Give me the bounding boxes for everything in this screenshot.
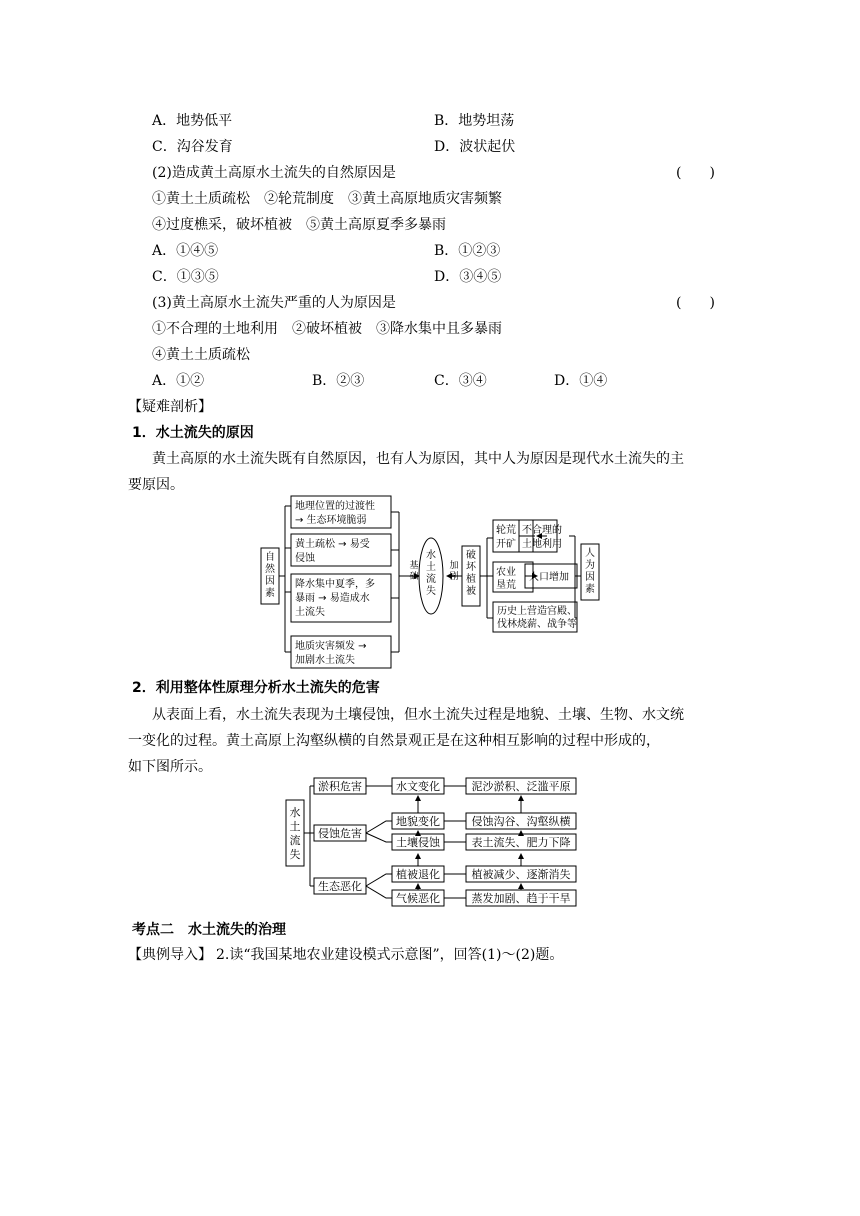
- q3-stem: (3)黄土高原水土流失严重的人为原因是: [152, 295, 396, 311]
- section-2-para-line-2: 一变化的过程。黄土高原上沟壑纵横的自然景观正是在这种相互影响的过程中形成的，: [128, 733, 660, 749]
- q3-option-d: D．①④: [554, 373, 608, 389]
- destroy-4: 被: [466, 586, 476, 597]
- q1-option-a: A．地势低平: [152, 113, 233, 129]
- q2-answer-paren: ( ): [676, 165, 715, 181]
- root-1: 水: [289, 806, 301, 819]
- section-2-para-line-1: 从表面上看，水土流失表现为土壤侵蚀，但水土流失过程是地貌、土壤、生物、水文统: [152, 707, 684, 723]
- effect-3: 表土流失、肥力下降: [471, 836, 571, 849]
- section-1-para-line-1: 黄土高原的水土流失既有自然原因，也有人为原因，其中人为原因是现代水土流失的主: [152, 451, 684, 467]
- box3-line2: 暴雨 → 易造成水: [295, 593, 370, 604]
- section-1-para-line-2: 要原因。: [128, 477, 184, 493]
- center-1: 水: [426, 550, 436, 561]
- q3-option-b: B．②③: [312, 373, 365, 389]
- q1-option-d: D．波状起伏: [434, 139, 516, 155]
- natural-label-1: 自: [265, 552, 275, 563]
- human-label-4: 素: [585, 584, 595, 595]
- q1-option-b: B．地势坦荡: [434, 113, 515, 129]
- effect-4: 植被减少、逐渐消失: [471, 868, 571, 881]
- q3-choice-line-2: ④黄土土质疏松: [152, 347, 250, 363]
- effect-5: 蒸发加剧、趋于干旱: [471, 892, 571, 905]
- hazard-siltation: 淤积危害: [318, 780, 362, 793]
- r2b: 人口增加: [529, 572, 569, 583]
- q3-answer-paren: ( ): [676, 295, 715, 311]
- natural-label-3: 因: [265, 576, 275, 587]
- basis-1: 基: [409, 561, 419, 571]
- q2-choice-line-2: ④过度樵采，破坏植被 ⑤黄土高原夏季多暴雨: [152, 217, 446, 233]
- r2a-line1: 农业: [496, 567, 516, 578]
- root-3: 流: [289, 834, 301, 847]
- box2-line2: 侵蚀: [295, 553, 315, 564]
- basis-2: 础: [409, 572, 419, 582]
- q3-option-a: A．①②: [152, 373, 205, 389]
- change-soil: 土壤侵蚀: [396, 836, 440, 849]
- r1a-line2: 开矿: [496, 539, 516, 550]
- q3-choice-line-1: ①不合理的土地利用 ②破坏植被 ③降水集中且多暴雨: [152, 321, 502, 337]
- root-4: 失: [289, 848, 301, 861]
- effect-1: 泥沙淤积、泛滥平原: [471, 780, 571, 793]
- center-3: 流: [426, 574, 436, 585]
- hazards-diagram: [282, 774, 582, 914]
- causes-diagram: [255, 492, 605, 670]
- change-landform: 地貌变化: [396, 815, 440, 828]
- box2-line1: 黄土疏松 → 易受: [295, 539, 370, 550]
- natural-label-2: 然: [265, 564, 275, 575]
- human-label-3: 因: [585, 572, 595, 583]
- r3-line1: 历史上营造宫殿、: [497, 606, 577, 617]
- destroy-2: 坏: [466, 562, 476, 573]
- hazard-erosion: 侵蚀危害: [318, 827, 362, 840]
- q1-option-c: C．沟谷发育: [152, 139, 233, 155]
- human-label-2: 为: [585, 560, 595, 571]
- r2a-line2: 垦荒: [496, 580, 516, 591]
- r1a-line1: 轮荒: [496, 525, 516, 536]
- q2-option-a: A．①④⑤: [152, 243, 219, 259]
- example-label: 【典例导入】: [128, 947, 212, 963]
- section-2-para-line-3: 如下图所示。: [128, 759, 212, 775]
- natural-label-4: 素: [265, 588, 275, 599]
- section-1-title: 1．水土流失的原因: [132, 425, 254, 441]
- human-label-1: 人: [585, 548, 595, 559]
- box3-line3: 土流失: [295, 607, 325, 618]
- change-hydrology: 水文变化: [396, 780, 440, 793]
- example-text: 2.读“我国某地农业建设模式示意图”，回答(1)～(2)题。: [216, 947, 564, 963]
- hazard-ecology: 生态恶化: [318, 880, 362, 893]
- r3-line2: 伐林烧薪、战争等: [497, 619, 577, 630]
- r1b-line2: 土地利用: [522, 539, 562, 550]
- root-2: 土: [289, 820, 301, 833]
- q2-choice-line-1: ①黄土土质疏松 ②轮荒制度 ③黄土高原地质灾害频繁: [152, 191, 502, 207]
- box4-line1: 地质灾害频发 →: [295, 641, 367, 652]
- key-point-2-title: 考点二 水土流失的治理: [132, 922, 286, 938]
- box3-line1: 降水集中夏季，多: [295, 579, 375, 590]
- r1b-line1: 不合理的: [522, 525, 562, 536]
- q2-option-c: C．①③⑤: [152, 269, 219, 285]
- q3-option-c: C．③④: [434, 373, 487, 389]
- intensify-1: 加: [449, 561, 459, 571]
- center-2: 土: [426, 562, 436, 573]
- change-climate: 气候恶化: [396, 892, 440, 905]
- box1-line1: 地理位置的过渡性: [295, 501, 375, 512]
- box4-line2: 加剧水土流失: [295, 655, 355, 666]
- destroy-1: 破: [466, 550, 476, 561]
- section-2-title: 2．利用整体性原理分析水土流失的危害: [132, 680, 380, 696]
- destroy-3: 植: [466, 574, 476, 585]
- box1-line2: → 生态环境脆弱: [295, 515, 367, 526]
- q2-option-b: B．①②③: [434, 243, 501, 259]
- intensify-2: 剧: [449, 572, 459, 582]
- effect-2: 侵蚀沟谷、沟壑纵横: [471, 815, 571, 828]
- q2-option-d: D．③④⑤: [434, 269, 502, 285]
- center-4: 失: [426, 586, 436, 597]
- change-vegetation: 植被退化: [396, 868, 440, 881]
- analysis-label: 【疑难剖析】: [128, 399, 212, 415]
- q2-stem: (2)造成黄土高原水土流失的自然原因是: [152, 165, 396, 181]
